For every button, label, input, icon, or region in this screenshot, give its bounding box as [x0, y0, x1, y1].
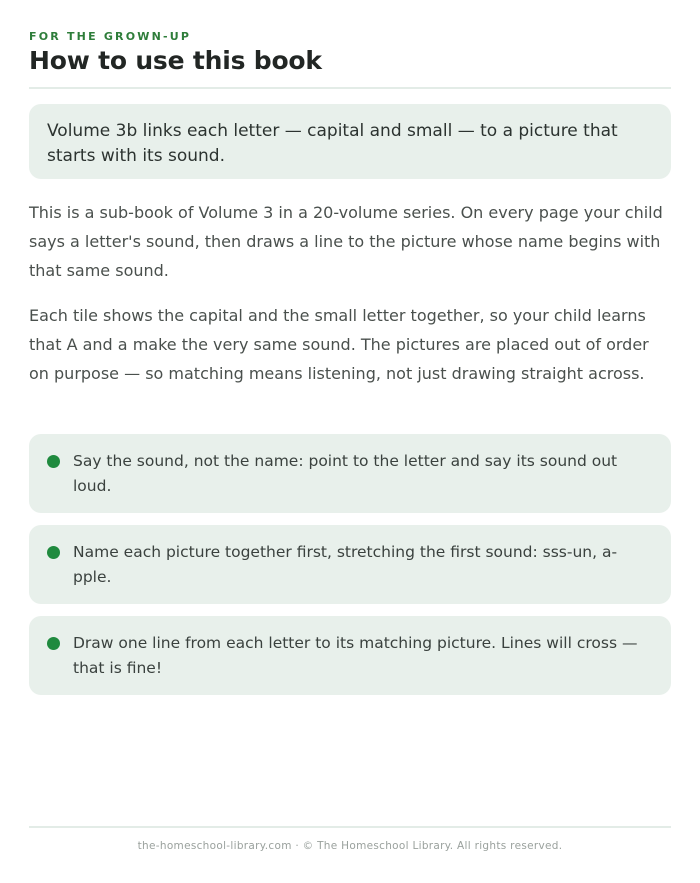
summary-callout	[29, 104, 671, 179]
summary-callout-text: Volume 3b links each letter — capital and small — to a picture that starts with its sound.	[47, 121, 618, 166]
tip-card	[29, 616, 671, 695]
bullet-dot-icon	[47, 455, 60, 468]
tip-card	[29, 434, 671, 513]
intro-paragraph: This is a sub-book of Volume 3 in a 20-volume series. On every page your child says a letter's sound, then draws a line to the picture whose name begins with that same sound.	[29, 203, 663, 281]
bullet-dot-icon	[47, 637, 60, 650]
explanation-paragraph: Each tile shows the capital and the small letter together, so your child learns that A and a make the very same sound. The pictures are placed out of order on purpose — so matching means listening, not just drawing straight across.	[29, 306, 649, 384]
footer-divider	[29, 826, 671, 828]
tip-card	[29, 525, 671, 604]
bullet-dot-icon	[47, 546, 60, 559]
footer-copyright: the-homeschool-library.com · © The Homeschool Library. All rights reserved.	[137, 840, 563, 852]
tip-text: Draw one line from each letter to its matching picture. Lines will cross — that is fine!	[73, 634, 638, 677]
tip-text: Name each picture together first, stretching the first sound: sss-un, a-pple.	[73, 543, 618, 586]
page-title: How to use this book	[29, 46, 322, 75]
header-divider	[29, 87, 671, 89]
tip-text: Say the sound, not the name: point to the letter and say its sound out loud.	[73, 452, 618, 495]
section-eyebrow: FOR THE GROWN-UP	[29, 30, 192, 43]
